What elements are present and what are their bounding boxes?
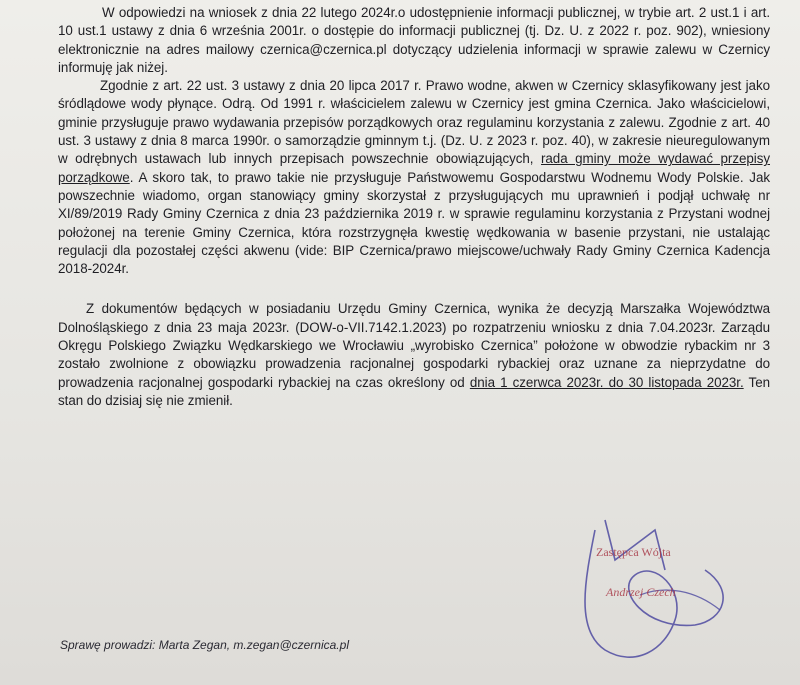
underlined-date-range: dnia 1 czerwca 2023r. do 30 listopada 2023r. xyxy=(469,374,744,390)
paragraph-legal-basis-continuation: . A skoro tak, to prawo takie nie przysługuje Państwowemu Gospodarstwu Wodnemu Wody Polskie. Jak powszechnie wiadomo, organ stanowiący gminy skorzystał z przysługujących mu uprawnień i podjął uchwałę nr XI/89/2019 Rady Gminy Czernica z dnia 23 października 2019 r. w sprawie regulaminu korzystania z Przystani wodnej położonej na terenie Gminy Czernica, która rozstrzygnęła kwestię wędkowania w basenie przystani, nie ustalając regulacji dla pozostałej części akwenu (vide: BIP Czernica/prawo miejscowe/uchwały Rady Gminy Czernica Kadencja 2018-2024r. xyxy=(58,169,770,277)
paragraph-decision-text: Z dokumentów będących w posiadaniu Urzędu Gminy Czernica, wynika że decyzją Marszałka Województwa Dolnośląskiego z dnia 23 maja 2023r. (DOW-o-VII.7142.1.2023) po rozpatrzeniu wniosku z dnia 7.04.2023r. Zarządu Okręgu Polskiego Związku Wędkarskiego we Wrocławiu „wyrobisko Czernica” położone w obwodzie rybackim nr 3 zostało zwolnione z obowiązku prowadzenia racjonalnej gospodarki rybackiej oraz uznane za nieprzydatne do prowadzenia racjonalnej gospodarki rybackiej na czas określony od xyxy=(58,301,770,390)
letter-body xyxy=(58,4,770,410)
stamp-title: Zastępca Wójta xyxy=(596,545,671,559)
paragraph-request xyxy=(58,4,770,77)
paragraph-decision-closing: Ten stan do dzisiaj się nie zmienił. xyxy=(58,374,770,408)
stamp-name: Andrzej Czech xyxy=(606,585,676,599)
paragraph-request-text: W odpowiedzi na wniosek z dnia 22 lutego 2024r.o udostępnienie informacji publicznej, w trybie art. 2 ust.1 i art. 10 ust.1 ustawy z dnia 6 września 2001r. o dostępie do informacji publicznej (tj. Dz. U. z 2022 r. poz. 902), wniesiony elektronicznie na adres mailowy czernica@czernica.pl dotyczący udzielenia informacji w sprawie zalewu w Czernicy informuję jak niżej. xyxy=(58,5,770,75)
case-handler-footer: Sprawę prowadzi: Marta Zegan, m.zegan@czernica.pl xyxy=(60,638,349,652)
paragraph-legal-basis xyxy=(58,77,770,278)
underlined-phrase-rada-gminy: rada gminy może wydawać przepisy porządkowe xyxy=(58,151,770,185)
paragraph-decision xyxy=(58,300,770,410)
paragraph-legal-basis-text: Zgodnie z art. 22 ust. 3 ustawy z dnia 20 lipca 2017 r. Prawo wodne, akwen w Czernicy sklasyfikowany jest jako śródlądowe wody płynące. Odrą. Od 1991 r. właścicielem zalewu w Czernicy jest gmina Czernica. Jako właścicielowi, gminie przysługuje prawo wydawania przepisów porządkowych oraz regulaminu korzystania z zalewu. Zgodnie z art. 40 ust. 3 ustawy z dnia 8 marca 1990r. o samorządzie gminnym t.j. (Dz. U. z 2023 r. poz. 40), w zakresie nieuregulowanym w odrębnych ustawach lub innych przepisach powszechnie obowiązujących, xyxy=(58,78,770,167)
